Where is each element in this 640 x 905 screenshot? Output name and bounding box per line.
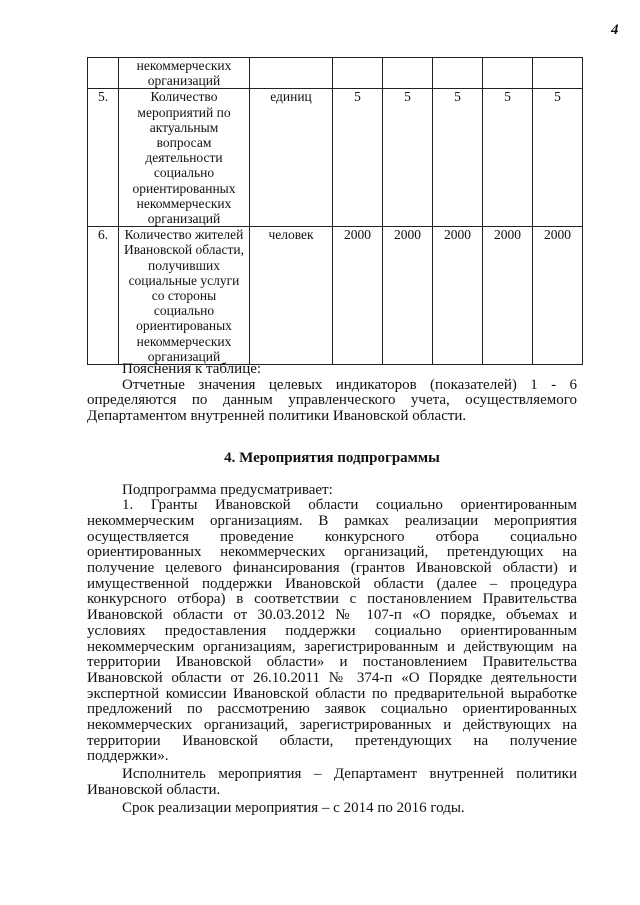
row-number: 5. bbox=[88, 89, 119, 227]
executor-paragraph bbox=[87, 767, 577, 798]
unit: единиц bbox=[250, 89, 333, 227]
value-cell: 5 bbox=[483, 89, 533, 227]
text-line: предложений по рассмотрению заявок социально ориентированных bbox=[87, 701, 577, 718]
text-line: ориентированных некоммерческих организаций, претендующих на bbox=[87, 544, 577, 561]
text-line: условиях предоставления поддержки социально ориентированным bbox=[87, 622, 577, 639]
text-line: Ивановской области. bbox=[87, 781, 221, 798]
value-cell: 2000 bbox=[533, 227, 583, 365]
row-number: 6. bbox=[88, 227, 119, 365]
indicators-table bbox=[87, 57, 583, 365]
text-line: территории Ивановской области» и постановлением Правительства bbox=[87, 654, 577, 671]
text-line: Ивановской области от 26.10.2011 № 374-п «О Порядке деятельности bbox=[87, 669, 577, 686]
table-row bbox=[88, 89, 583, 227]
text-line: некоммерческим организациям, зарегистрированным и действующим на bbox=[87, 638, 577, 655]
text-line: некоммерческим организациям. В рамках реализации мероприятия bbox=[87, 512, 577, 529]
page-number: 4 bbox=[611, 22, 619, 38]
row-number bbox=[88, 58, 119, 89]
text-line: конкурсного отбора) в соответствии с постановлением Правительства bbox=[87, 591, 577, 608]
value-cell: 5 bbox=[333, 89, 383, 227]
value-cell bbox=[333, 58, 383, 89]
text-line: Департаментом внутренней политики Ивановской области. bbox=[87, 408, 467, 425]
text-line: территории Ивановской области, претендующих на получение bbox=[87, 732, 577, 749]
text-line: осуществляется проведение конкурсного отбора социально bbox=[87, 528, 577, 545]
intro-line: Подпрограмма предусматривает: bbox=[122, 481, 333, 498]
value-cell: 2000 bbox=[383, 227, 433, 365]
value-cell bbox=[533, 58, 583, 89]
value-cell: 5 bbox=[533, 89, 583, 227]
indicator-name: Количество жителей Ивановской области, получивших социальные услуги со стороны социально ориентированых некоммерческих организаций bbox=[119, 227, 250, 365]
document-body bbox=[87, 362, 577, 816]
value-cell bbox=[483, 58, 533, 89]
value-cell: 5 bbox=[383, 89, 433, 227]
text-line: некоммерческих организаций, зарегистрированных и действующих на bbox=[87, 717, 577, 734]
value-cell: 5 bbox=[433, 89, 483, 227]
term-line: Срок реализации мероприятия – с 2014 по 2016 годы. bbox=[122, 799, 465, 816]
value-cell: 2000 bbox=[333, 227, 383, 365]
unit: человек bbox=[250, 227, 333, 365]
value-cell bbox=[433, 58, 483, 89]
text-line: 1. Гранты Ивановской области социально ориентированным bbox=[122, 497, 577, 514]
text-line: экспертной комиссии Ивановской области по предварительной выработке bbox=[87, 685, 577, 702]
value-cell: 2000 bbox=[433, 227, 483, 365]
value-cell bbox=[383, 58, 433, 89]
section-heading: 4. Мероприятия подпрограммы bbox=[224, 449, 440, 466]
notes-paragraph bbox=[87, 378, 577, 425]
unit bbox=[250, 58, 333, 89]
text-line: Ивановской области от 30.03.2012 № 107-п «О порядке, объемах и bbox=[87, 607, 577, 624]
text-line: имущественной поддержки Ивановской области (далее – процедура bbox=[87, 575, 577, 592]
value-cell: 2000 bbox=[483, 227, 533, 365]
table-row bbox=[88, 227, 583, 365]
text-line: получение целевого финансирования (грантов Ивановской области) и bbox=[87, 560, 577, 577]
text-line: Отчетные значения целевых индикаторов (показателей) 1 - 6 bbox=[122, 376, 577, 393]
text-line: Исполнитель мероприятия – Департамент внутренней политики bbox=[122, 766, 577, 783]
text-line: определяются по данным управленческого учета, осуществляемого bbox=[87, 392, 577, 409]
indicator-name: некоммерческих организаций bbox=[119, 58, 250, 89]
indicator-name: Количество мероприятий по актуальным вопросам деятельности социально ориентированных некоммерческих организаций bbox=[119, 89, 250, 227]
text-line: поддержки». bbox=[87, 748, 169, 765]
notes-title: Пояснения к таблице: bbox=[122, 361, 262, 377]
item-1-paragraph bbox=[87, 498, 577, 765]
table-row bbox=[88, 58, 583, 89]
